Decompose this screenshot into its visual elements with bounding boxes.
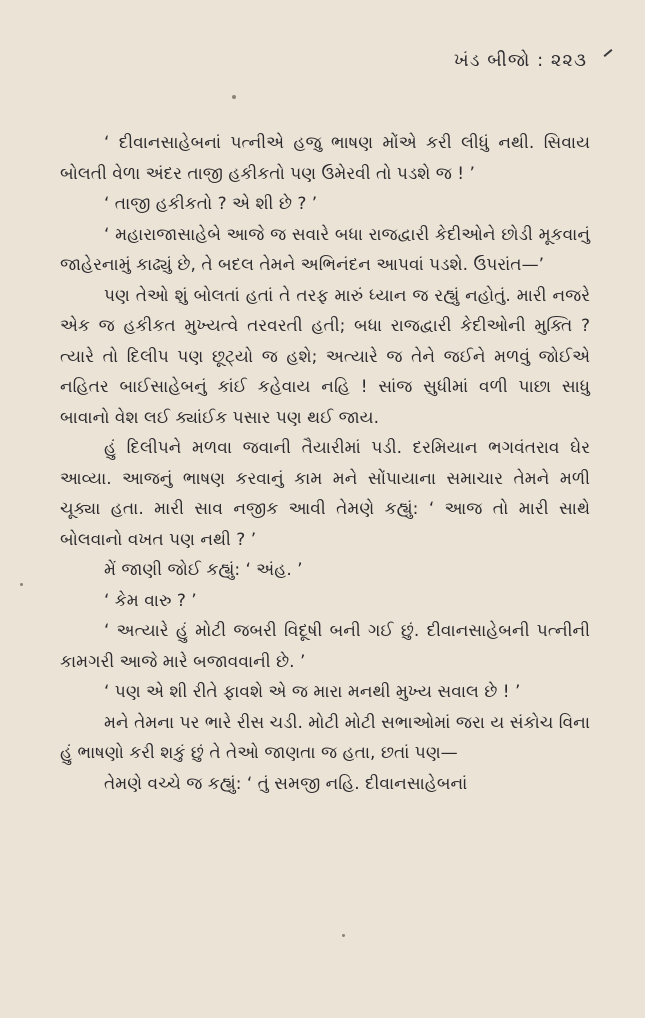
paragraph: ‘ પણ એ શી રીતે ફાવશે એ જ મારા મનથી મુખ્ય સવાલ છે ! ’: [104, 682, 521, 702]
paragraph: મેં જાણી જોઈ કહ્યું: ‘ અંહ. ’: [104, 560, 303, 580]
paragraph: તેમણે વચ્ચે જ કહ્યું: ‘ તું સમજી નહિ. દીવાનસાહેબનાં: [104, 773, 468, 794]
page-body: [60, 128, 590, 799]
paper-speck: [20, 583, 23, 586]
paper-speck: [342, 934, 345, 937]
paragraph: ‘ તાજી હકીકતો ? એ શી છે ? ’: [104, 194, 318, 214]
paragraph: ‘ અત્યારે હું મોટી જબરી વિદૂષી બની ગઈ છું. દીવાનસાહેબની પત્નીની કામગરી આજે મારે બજાવવાની છે. ’: [60, 621, 590, 672]
paragraph: મને તેમના પર ભારે રીસ ચડી. મોટી મોટી સભાઓમાં જરા ય સંકોચ વિના હું ભાષણો કરી શકું છું તે તેઓ જાણતા જ હતા, છતાં પણ—: [60, 712, 590, 763]
paragraph: ‘ મહારાજાસાહેબે આજે જ સવારે બધા રાજદ્વારી કેદીઓને છોડી મૂકવાનું જાહેરનામું કાઢ્યું છે, તે બદલ તેમને અભિનંદન આપવાં પડશે. ઉપરાંત—’: [60, 224, 590, 275]
paragraph: ‘ કેમ વારુ ? ’: [104, 590, 197, 611]
running-header: ખંડ બીજો : ૨૨૩: [453, 50, 587, 71]
paragraph: હું દિલીપને મળવા જવાની તૈયારીમાં પડી. દરમિયાન ભગવંતરાવ ઘેર આવ્યા. આજનું ભાષણ કરવાનું કામ મને સોંપાયાના સમાચાર તેમને મળી ચૂક્યા હતા. મારી સાવ નજીક આવી તેમણે કહ્યું: ‘ આજ તો મારી સાથે બોલવાનો વખત પણ નથી ? ’: [60, 438, 590, 550]
paper-speck: [232, 95, 236, 99]
paragraph: ‘ દીવાનસાહેબનાં પત્નીએ હજુ ભાષણ મોંએ કરી લીધું નથી. સિવાય બોલતી વેળા અંદર તાજી હકીકતો પણ ઉમેરવી તો પડશે જ ! ’: [60, 133, 590, 184]
paragraph: પણ તેઓ શું બોલતાં હતાં તે તરફ મારું ધ્યાન જ રહ્યું નહોતું. મારી નજરે એક જ હકીકત મુખ્યત્વે તરવરતી હતી; બધા રાજદ્વારી કેદીઓની મુક્તિ ? ત્યારે તો દિલીપ પણ છૂટ્યો જ હશે; અત્યારે જ તેને જઈને મળવું જોઈએ નહિતર બાઈસાહેબનું કાંઈ કહેવાય નહિ ! સાંજ સુધીમાં વળી પાછા સાધુ બાવાનો વેશ લઈ ક્યાંઈક પસાર પણ થઈ જાય.: [60, 285, 590, 428]
pen-mark: [604, 49, 613, 57]
